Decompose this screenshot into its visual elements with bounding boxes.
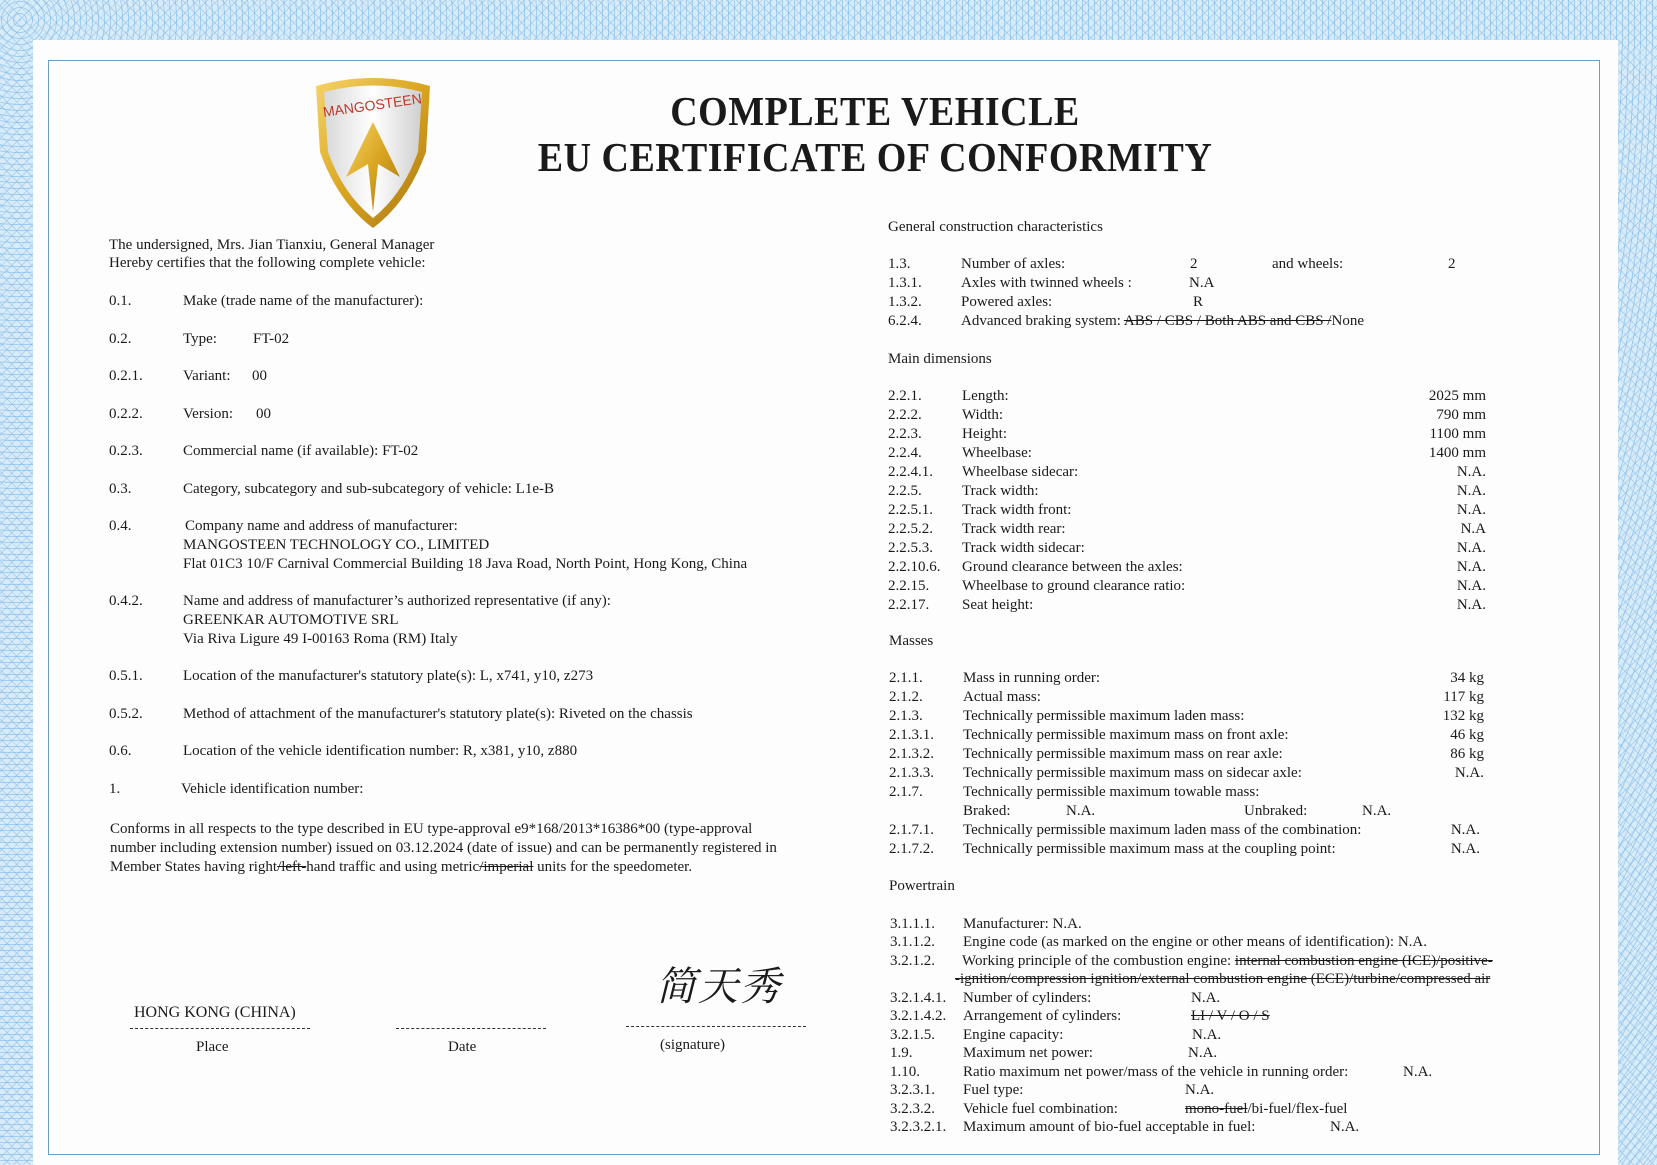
item-manufacturer-name: MANGOSTEEN TECHNOLOGY CO., LIMITED <box>183 537 490 553</box>
braking-struck: ABS / CBS / Both ABS and CBS / <box>1123 313 1332 329</box>
item-vin: Vehicle identification number: <box>181 781 364 797</box>
item-representative-name: GREENKAR AUTOMOTIVE SRL <box>183 612 399 628</box>
row-value: 46 kg <box>1450 727 1484 743</box>
row-value: 132 kg <box>1442 708 1484 724</box>
intro-line-2: Hereby certifies that the following complete vehicle: <box>109 255 426 271</box>
mangosteen-logo <box>308 72 438 232</box>
row-label: Technically permissible maximum laden mass: <box>963 708 1245 724</box>
fuel-combination-value <box>1185 1100 1347 1119</box>
cylinders-value: N.A. <box>1191 990 1221 1006</box>
wheels-value: 2 <box>1448 256 1456 272</box>
item-num: 0.3. <box>109 481 132 497</box>
row-num: 3.2.1.2. <box>890 953 935 969</box>
row-label: Track width: <box>962 483 1039 499</box>
item-version-value: 00 <box>256 406 271 422</box>
row-num: 2.1.2. <box>889 689 923 705</box>
date-line <box>396 1028 546 1029</box>
general-heading: General construction characteristics <box>888 219 1103 235</box>
row-num: 2.2.4.1. <box>888 464 933 480</box>
row-num: 2.1.7. <box>889 784 923 800</box>
power-label: Maximum net power: <box>963 1045 1093 1061</box>
masses-heading: Masses <box>889 633 934 649</box>
row-value: N.A. <box>1456 483 1486 499</box>
item-type-label: Type: <box>183 331 217 347</box>
working-principle <box>962 952 1493 971</box>
row-num: 3.1.1.2. <box>890 934 935 950</box>
power-value: N.A. <box>1188 1045 1218 1061</box>
row-num: 1.3.1. <box>888 275 922 291</box>
item-plate-location: Location of the manufacturer's statutory plate(s): L, x741, y10, z273 <box>183 668 594 684</box>
row-num: 2.1.3.1. <box>889 727 934 743</box>
intro-line-1: The undersigned, Mrs. Jian Tianxiu, General Manager <box>109 237 435 253</box>
bio-fuel-value: N.A. <box>1330 1119 1360 1135</box>
item-manufacturer-label: Company name and address of manufacturer: <box>185 518 458 534</box>
title-line-1: COMPLETE VEHICLE <box>670 89 1080 135</box>
row-num: 2.1.7.1. <box>889 822 934 838</box>
row-num: 2.2.1. <box>888 388 922 404</box>
signature-line <box>626 1026 806 1027</box>
item-num: 0.6. <box>109 743 132 759</box>
row-value: 1100 mm <box>1429 426 1486 442</box>
row-num: 3.2.3.1. <box>890 1082 935 1098</box>
arrangement-label: Arrangement of cylinders: <box>963 1008 1122 1024</box>
row-label: Technically permissible maximum laden mass of the combination: <box>963 822 1362 838</box>
row-num: 2.1.3.3. <box>889 765 934 781</box>
place-line <box>130 1028 310 1029</box>
braking-label: Advanced braking system: <box>961 313 1121 329</box>
date-label: Date <box>448 1039 477 1055</box>
row-label: Seat height: <box>962 597 1034 613</box>
row-value: 2025 mm <box>1428 388 1486 404</box>
fuel-value: N.A. <box>1185 1082 1215 1098</box>
twinned-value: N.A <box>1189 275 1215 291</box>
ratio-label: Ratio maximum net power/mass of the vehicle in running order: <box>963 1064 1349 1080</box>
capacity-label: Engine capacity: <box>963 1027 1064 1043</box>
arrangement-struck: LI / V / O / S <box>1191 1008 1270 1024</box>
row-num: 1.9. <box>890 1045 913 1061</box>
braking-value: None <box>1331 313 1364 329</box>
row-num: 2.2.5.2. <box>888 521 933 537</box>
handwritten-signature: 简天秀 <box>656 964 782 1010</box>
row-label: Technically permissible maximum mass on rear axle: <box>963 746 1283 762</box>
engine-code: Engine code (as marked on the engine or other means of identification): N.A. <box>963 934 1428 950</box>
row-value: N.A. <box>1456 464 1486 480</box>
item-num: 0.2.3. <box>109 443 143 459</box>
row-num: 1.3. <box>888 256 911 272</box>
item-num: 0.4.2. <box>109 593 143 609</box>
row-num: 2.2.10.6. <box>888 559 941 575</box>
row-num: 2.1.3. <box>889 708 923 724</box>
row-label: Technically permissible maximum mass at the coupling point: <box>963 841 1336 857</box>
row-label: Height: <box>962 426 1007 442</box>
row-label: Mass in running order: <box>963 670 1101 686</box>
row-label: Wheelbase sidecar: <box>962 464 1079 480</box>
row-label: Track width sidecar: <box>962 540 1085 556</box>
ratio-value: N.A. <box>1403 1064 1433 1080</box>
row-value: 790 mm <box>1436 407 1486 423</box>
row-label: Technically permissible maximum mass on sidecar axle: <box>963 765 1302 781</box>
struck-left: /left- <box>277 859 307 875</box>
row-num: 2.2.17. <box>888 597 930 613</box>
powered-value: R <box>1193 294 1204 310</box>
wheels-label: and wheels: <box>1272 256 1344 272</box>
place-value: HONG KONG (CHINA) <box>134 1004 296 1021</box>
row-label: Track width front: <box>962 502 1072 518</box>
row-value: N.A. <box>1456 502 1486 518</box>
unbraked-label: Unbraked: <box>1244 803 1308 819</box>
conformity-text: Member States having right <box>110 859 278 875</box>
item-variant-label: Variant: <box>183 368 231 384</box>
row-label: Track width rear: <box>962 521 1066 537</box>
row-label: Wheelbase: <box>962 445 1032 461</box>
row-num: 2.2.4. <box>888 445 922 461</box>
row-num: 1.3.2. <box>888 294 922 310</box>
row-num: 3.2.1.4.1. <box>890 990 947 1006</box>
fuel-combination-label: Vehicle fuel combination: <box>963 1101 1118 1117</box>
row-value: N.A <box>1460 521 1486 537</box>
item-version-label: Version: <box>183 406 233 422</box>
item-vin-location: Location of the vehicle identification number: R, x381, y10, z880 <box>183 743 578 759</box>
item-make: Make (trade name of the manufacturer): <box>183 293 424 309</box>
mono-fuel-struck: mono-fuel <box>1185 1101 1248 1117</box>
row-value: N.A. <box>1450 841 1480 857</box>
conformity-text: hand traffic and using metric <box>306 859 480 875</box>
signature-label: (signature) <box>660 1037 725 1053</box>
svg-text:MANGOSTEEN: MANGOSTEEN <box>321 90 423 120</box>
axles-value: 2 <box>1190 256 1198 272</box>
row-num: 2.2.2. <box>888 407 922 423</box>
conformity-line-1: Conforms in all respects to the type described in EU type-approval e9*168/2013*16386*00 (type-approval <box>110 821 753 837</box>
conformity-line-3 <box>110 858 692 877</box>
row-num: 1.10. <box>890 1064 920 1080</box>
item-num: 0.2. <box>109 331 132 347</box>
working-struck: internal combustion engine (ICE)/positive- <box>1234 953 1493 969</box>
braked-label: Braked: <box>963 803 1011 819</box>
powered-label: Powered axles: <box>961 294 1053 310</box>
item-num: 0.5.1. <box>109 668 143 684</box>
conformity-text: units for the speedometer. <box>533 859 693 875</box>
row-num: 3.1.1.1. <box>890 916 935 932</box>
row-value: 86 kg <box>1450 746 1484 762</box>
cylinders-label: Number of cylinders: <box>963 990 1092 1006</box>
row-value: N.A. <box>1456 578 1486 594</box>
item-variant-value: 00 <box>252 368 267 384</box>
item-num: 0.5.2. <box>109 706 143 722</box>
row-value: 34 kg <box>1450 670 1484 686</box>
powertrain-heading: Powertrain <box>889 878 955 894</box>
row-label: Actual mass: <box>963 689 1041 705</box>
place-label: Place <box>196 1039 229 1055</box>
row-num: 2.1.3.2. <box>889 746 934 762</box>
row-num: 3.2.3.2.1. <box>890 1119 947 1135</box>
row-value: N.A. <box>1454 765 1484 781</box>
engine-manufacturer: Manufacturer: N.A. <box>963 916 1082 932</box>
item-type-value: FT-02 <box>253 331 290 347</box>
row-value: N.A. <box>1456 540 1486 556</box>
item-representative-address: Via Riva Ligure 49 I-00163 Roma (RM) Italy <box>183 631 458 647</box>
row-label: Width: <box>962 407 1004 423</box>
axles-label: Number of axles: <box>961 256 1066 272</box>
item-num: 0.1. <box>109 293 132 309</box>
row-label: Ground clearance between the axles: <box>962 559 1183 575</box>
item-num: 0.2.1. <box>109 368 143 384</box>
row-value: 1400 mm <box>1428 445 1486 461</box>
row-value: 117 kg <box>1443 689 1484 705</box>
twinned-label: Axles with twinned wheels : <box>961 275 1132 291</box>
item-num: 0.4. <box>109 518 132 534</box>
row-label: Technically permissible maximum towable mass: <box>963 784 1260 800</box>
capacity-value: N.A. <box>1192 1027 1222 1043</box>
fuel-combination-text: /bi-fuel/flex-fuel <box>1247 1101 1348 1117</box>
bio-fuel-label: Maximum amount of bio-fuel acceptable in fuel: <box>963 1119 1256 1135</box>
row-num: 2.2.3. <box>888 426 922 442</box>
item-num: 0.2.2. <box>109 406 143 422</box>
row-value: N.A. <box>1456 559 1486 575</box>
dimensions-heading: Main dimensions <box>888 351 992 367</box>
braking-row <box>961 312 1364 331</box>
row-num: 2.1.7.2. <box>889 841 934 857</box>
row-num: 3.2.3.2. <box>890 1101 935 1117</box>
row-num: 6.2.4. <box>888 313 922 329</box>
row-num: 2.2.15. <box>888 578 930 594</box>
item-representative-label: Name and address of manufacturer’s authorized representative (if any): <box>183 593 611 609</box>
working-label: Working principle of the combustion engine: <box>962 953 1232 969</box>
row-num: 2.2.5. <box>888 483 922 499</box>
row-num: 3.2.1.4.2. <box>890 1008 947 1024</box>
row-label: Length: <box>962 388 1009 404</box>
title-line-2: EU CERTIFICATE OF CONFORMITY <box>537 135 1213 181</box>
row-label: Technically permissible maximum mass on front axle: <box>963 727 1289 743</box>
item-plate-attachment: Method of attachment of the manufacturer's statutory plate(s): Riveted on the chassis <box>183 706 693 722</box>
row-num: 2.2.5.1. <box>888 502 933 518</box>
item-commercial-name: Commercial name (if available): FT-02 <box>183 443 419 459</box>
row-value: N.A. <box>1450 822 1480 838</box>
row-value: N.A. <box>1456 597 1486 613</box>
item-manufacturer-address: Flat 01C3 10/F Carnival Commercial Building 18 Java Road, North Point, Hong Kong, China <box>183 556 748 572</box>
braked-value: N.A. <box>1066 803 1096 819</box>
item-num: 1. <box>109 781 121 797</box>
working-struck-2: -ignition/compression ignition/external combustion engine (ECE)/turbine/compressed air <box>955 971 1491 987</box>
item-category: Category, subcategory and sub-subcategory of vehicle: L1e-B <box>183 481 554 497</box>
row-num: 3.2.1.5. <box>890 1027 935 1043</box>
row-num: 2.1.1. <box>889 670 923 686</box>
row-label: Wheelbase to ground clearance ratio: <box>962 578 1186 594</box>
struck-imperial: /imperial <box>479 859 534 875</box>
row-num: 2.2.5.3. <box>888 540 933 556</box>
conformity-line-2: number including extension number) issued on 03.12.2024 (date of issue) and can be permanently registered in <box>110 840 777 856</box>
fuel-label: Fuel type: <box>963 1082 1024 1098</box>
unbraked-value: N.A. <box>1362 803 1392 819</box>
